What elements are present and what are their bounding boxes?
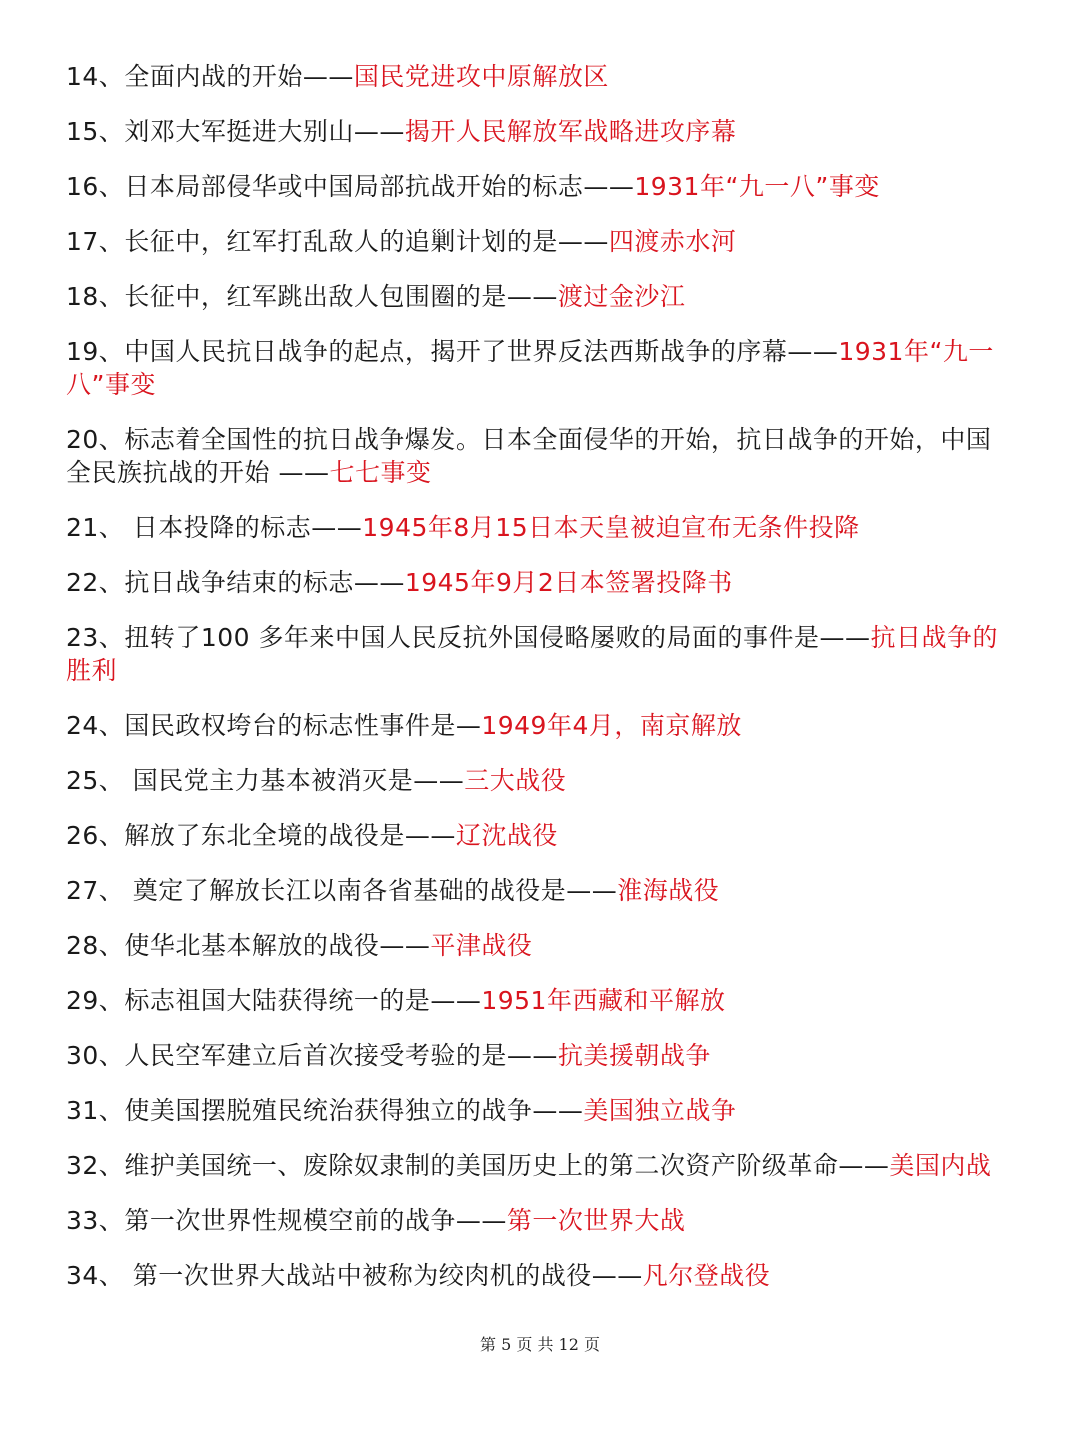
item-question: 奠定了解放长江以南各省基础的战役是—— <box>124 876 618 905</box>
item-number: 18、 <box>66 282 125 311</box>
item-answer: 三大战役 <box>464 766 567 795</box>
item-question: 使华北基本解放的战役—— <box>124 931 431 960</box>
item-question: 中国人民抗日战争的起点，揭开了世界反法西斯战争的序幕—— <box>124 337 839 366</box>
item-question: 标志祖国大陆获得统一的是—— <box>124 986 482 1015</box>
item-number: 31、 <box>66 1096 125 1125</box>
item-number: 26、 <box>66 821 125 850</box>
item-answer: 辽沈战役 <box>455 821 558 850</box>
qa-item <box>66 1039 1011 1072</box>
qa-item <box>66 225 1011 258</box>
item-question: 第一次世界性规模空前的战争—— <box>124 1206 507 1235</box>
item-number: 30、 <box>66 1041 125 1070</box>
item-answer: 美国内战 <box>889 1151 992 1180</box>
item-question: 全面内战的开始—— <box>124 62 354 91</box>
item-answer: 国民党进攻中原解放区 <box>353 62 609 91</box>
item-number: 23、 <box>66 623 125 652</box>
item-answer: 1951年西藏和平解放 <box>481 986 726 1015</box>
qa-item <box>66 1094 1011 1127</box>
item-question: 日本投降的标志—— <box>124 513 363 542</box>
qa-item <box>66 1149 1011 1182</box>
qa-item <box>66 511 1011 544</box>
qa-item <box>66 280 1011 313</box>
qa-item <box>66 60 1011 93</box>
item-question: 标志着全国性的抗日战争爆发。日本全面侵华的开始，抗日战争的开始，中国全民族抗战的开始 —— <box>66 425 992 487</box>
item-number: 28、 <box>66 931 125 960</box>
item-answer: 平津战役 <box>430 931 533 960</box>
item-question: 抗日战争结束的标志—— <box>124 568 405 597</box>
item-number: 27、 <box>66 876 125 905</box>
qa-item <box>66 819 1011 852</box>
qa-item <box>66 621 1011 687</box>
item-number: 34、 <box>66 1261 125 1290</box>
item-number: 20、 <box>66 425 125 454</box>
item-number: 25、 <box>66 766 125 795</box>
item-answer: 第一次世界大战 <box>506 1206 686 1235</box>
item-number: 16、 <box>66 172 125 201</box>
item-number: 22、 <box>66 568 125 597</box>
item-number: 32、 <box>66 1151 125 1180</box>
item-answer: 抗日战争的胜利 <box>66 623 998 685</box>
item-answer: 1931年“九一八”事变 <box>634 172 880 201</box>
item-answer: 1945年9月2日本签署投降书 <box>404 568 733 597</box>
item-answer: 七七事变 <box>329 458 432 487</box>
item-number: 19、 <box>66 337 125 366</box>
item-answer: 抗美援朝战争 <box>557 1041 711 1070</box>
qa-item <box>66 566 1011 599</box>
qa-item <box>66 115 1011 148</box>
page-footer: 第 5 页 共 12 页 <box>480 1335 600 1354</box>
qa-item <box>66 874 1011 907</box>
item-number: 15、 <box>66 117 125 146</box>
item-question: 日本局部侵华或中国局部抗战开始的标志—— <box>124 172 635 201</box>
qa-item <box>66 170 1011 203</box>
item-answer: 1949年4月，南京解放 <box>481 711 742 740</box>
qa-item <box>66 764 1011 797</box>
item-number: 21、 <box>66 513 125 542</box>
qa-item <box>66 1204 1011 1237</box>
item-question: 使美国摆脱殖民统治获得独立的战争—— <box>124 1096 584 1125</box>
item-question: 国民政权垮台的标志性事件是— <box>124 711 482 740</box>
item-answer: 揭开人民解放军战略进攻序幕 <box>404 117 737 146</box>
qa-item <box>66 423 1011 489</box>
qa-list <box>66 60 1011 1314</box>
item-answer: 渡过金沙江 <box>557 282 686 311</box>
item-number: 29、 <box>66 986 125 1015</box>
item-number: 17、 <box>66 227 125 256</box>
item-number: 24、 <box>66 711 125 740</box>
item-question: 人民空军建立后首次接受考验的是—— <box>124 1041 558 1070</box>
item-number: 33、 <box>66 1206 125 1235</box>
item-answer: 1945年8月15日本天皇被迫宣布无条件投降 <box>362 513 860 542</box>
item-answer: 四渡赤水河 <box>608 227 737 256</box>
item-answer: 1931年“九一八”事变 <box>66 337 994 399</box>
item-question: 解放了东北全境的战役是—— <box>124 821 456 850</box>
item-question: 国民党主力基本被消灭是—— <box>124 766 465 795</box>
item-question: 长征中，红军打乱敌人的追剿计划的是—— <box>124 227 609 256</box>
qa-item <box>66 335 1011 401</box>
item-answer: 凡尔登战役 <box>642 1261 771 1290</box>
item-question: 维护美国统一、废除奴隶制的美国历史上的第二次资产阶级革命—— <box>124 1151 890 1180</box>
qa-item <box>66 1259 1011 1292</box>
qa-item <box>66 929 1011 962</box>
qa-item <box>66 984 1011 1017</box>
item-question: 第一次世界大战站中被称为绞肉机的战役—— <box>124 1261 643 1290</box>
item-number: 14、 <box>66 62 125 91</box>
item-answer: 淮海战役 <box>617 876 720 905</box>
qa-item <box>66 709 1011 742</box>
item-question: 扭转了100 多年来中国人民反抗外国侵略屡败的局面的事件是—— <box>124 623 871 652</box>
item-question: 刘邓大军挺进大别山—— <box>124 117 405 146</box>
item-answer: 美国独立战争 <box>583 1096 737 1125</box>
item-question: 长征中，红军跳出敌人包围圈的是—— <box>124 282 558 311</box>
